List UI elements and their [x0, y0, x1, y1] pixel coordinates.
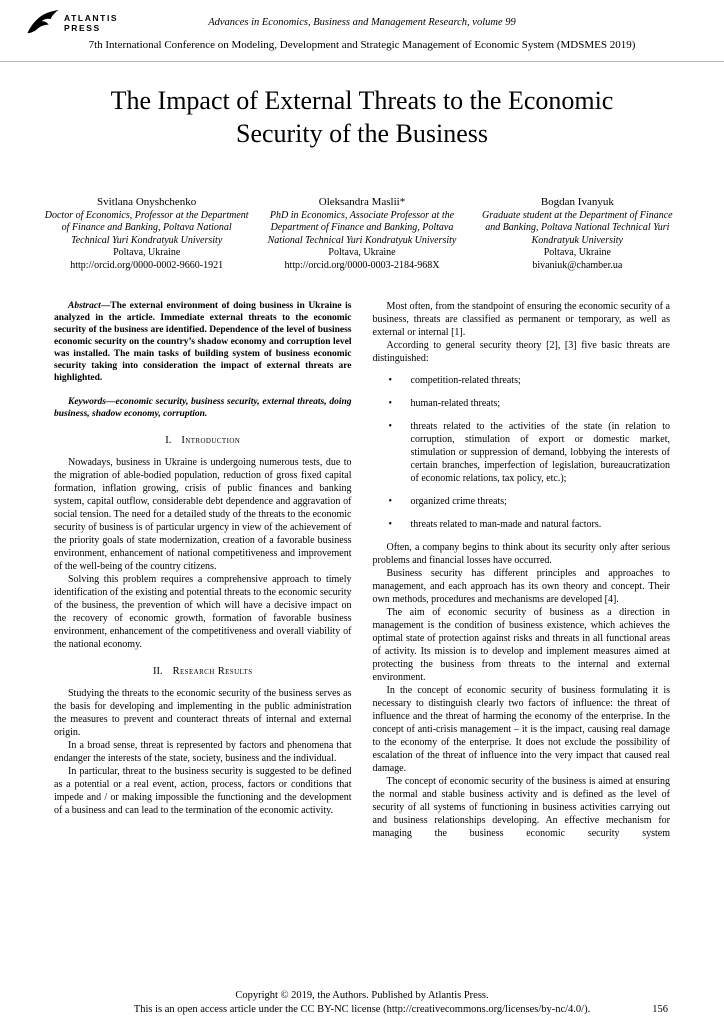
left-column [54, 300, 352, 840]
paragraph: The aim of economic security of business as a direction in management is the condition of business existence, which achieves the optimal state of protection against risks and threats in all functional areas of activity. Its mission is to develop and implement measures aimed at protecting the business from threats to the internal and external environment. [372, 607, 670, 683]
paragraph: The concept of economic security of the business is aimed at ensuring the normal and stable business activity and is defined as the level of security of all systems of functioning in business activities carrying out and business relationships developing. An effective mechanism for managing the business economic security system [372, 776, 670, 839]
author-orcid: http://orcid.org/0000-0002-9660-1921 [70, 259, 224, 271]
bullet-icon [389, 495, 411, 508]
bullet-icon [389, 374, 411, 387]
list-item [389, 495, 671, 508]
bullet-icon [389, 397, 411, 410]
author-email: bivaniuk@chamber.ua [532, 259, 623, 271]
logo-text-line1: ATLANTIS [64, 12, 119, 23]
threats-bullet-list [373, 374, 671, 531]
atlantis-bird-icon [26, 8, 60, 37]
keywords-label: Keywords [68, 397, 106, 407]
author-affiliation: Doctor of Economics, Professor at the Department of Finance and Banking, Poltava National Technical Yuri Kondratyuk University [44, 209, 249, 246]
author-affiliation: PhD in Economics, Associate Professor at the Department of Finance and Banking, Poltava National Technical Yuri Kondratyuk University [267, 209, 457, 246]
section-heading-research-results [54, 665, 352, 678]
list-item-text: threats related to the activities of the state (in relation to corruption, stimulation of export or domestic market, stimulation or suppression of demand, lobbying the interests of certain branches, imperfection of legislation, bureaucratization of economic relations, tax policy, etc.); [410, 421, 670, 484]
paragraph: In the concept of economic security of business formulating it is necessary to distinguish clearly two factors of influence: the threat of influence and the threat of harming the economy of the enterprise. In the concept of anti-crisis management – it is the impact, causing real damage to the economy of the enterprise. It does not exclude the possibility of escalation of the threat of influence into the very impact that caused real damage. [372, 685, 670, 774]
abstract-paragraph [54, 300, 352, 384]
list-item-text: human-related threats; [410, 398, 501, 409]
paragraph: Studying the threats to the economic security of the business serves as the basis for developing and implementing in the public administration the measures to prevent and counteract threats of internal and external origin. [54, 688, 352, 738]
article-body [54, 300, 670, 840]
logo-text [64, 13, 118, 33]
conference-line: 7th International Conference on Modeling, Development and Strategic Management of Economic System (MDSMES 2019) [88, 39, 636, 51]
paragraph: Business security has different principles and approaches to management, and each approach has its own theory and concept. Their own methods, procedures and mechanisms are developed [4]. [372, 568, 670, 605]
section-number: II. [152, 666, 163, 677]
bullet-icon [389, 518, 411, 531]
author-city: Poltava, Ukraine [543, 247, 611, 258]
list-item [389, 397, 671, 410]
article-title: The Impact of External Threats to the Economic Security of the Business [110, 86, 614, 148]
logo-text-line2: PRESS [64, 22, 101, 33]
paragraph: In a broad sense, threat is represented by factors and phenomena that endanger the interests of the state, society, business and the individual. [54, 740, 352, 764]
authors-row [44, 196, 680, 272]
page-number: 156 [652, 1003, 668, 1015]
keywords-paragraph [54, 396, 352, 420]
list-item-text: organized crime threats; [410, 496, 507, 507]
author-orcid: http://orcid.org/0000-0003-2184-968X [284, 259, 440, 271]
abstract-label: Abstract [68, 301, 101, 311]
abstract-text: —The external environment of doing business in Ukraine is analyzed in the article. Immediate external threats to the economic security of the business are identified. Dependence of the level of business economic security on the country’s shadow economy and corruption level was installed. The main tasks of building system of business economic security taking into consideration the impact of external threats are highlighted. [54, 301, 352, 383]
section-number: I. [165, 435, 172, 446]
author-block [44, 196, 249, 272]
paragraph: Solving this problem requires a comprehensive approach to timely identification of the existing and potential threats to the economic security of the business, the prevention of which will have a decisive impact on the recovery of economic growth, formation of favorable business environment, enhancement of the competitiveness and overall viability of the national economy. [54, 574, 352, 650]
author-name: Oleksandra Maslii* [318, 196, 406, 208]
license-line: This is an open access article under the CC BY-NC license (http://creativecommons.org/licenses/by-nc/4.0/). [133, 1003, 591, 1015]
list-item-text: threats related to man-made and natural factors. [410, 519, 602, 530]
author-block [475, 196, 680, 272]
list-item [389, 518, 671, 531]
list-item [389, 420, 671, 485]
author-block [259, 196, 464, 272]
section-heading-introduction [54, 434, 352, 447]
author-affiliation: Graduate student at the Department of Finance and Banking, Poltava National Technical Yuri Kondratyuk University [482, 209, 673, 246]
paragraph: Most often, from the standpoint of ensuring the economic security of a business, threats are classified as permanent or temporary, as well as external or internal [1]. [372, 301, 670, 338]
page-header [0, 0, 724, 62]
author-name: Svitlana Onyshchenko [97, 196, 197, 208]
author-city: Poltava, Ukraine [328, 247, 396, 258]
keywords-text: —economic security, business security, external threats, doing business, shadow economy, corruption. [54, 397, 352, 419]
list-item [389, 374, 671, 387]
author-name: Bogdan Ivanyuk [540, 196, 614, 208]
page-footer [0, 989, 724, 1016]
right-column [373, 300, 671, 840]
paragraph: Nowadays, business in Ukraine is undergoing numerous tests, due to the migration of able-bodied population, reduction of gross fixed capital formation, inflation growing, crisis of public finances and banking system, capital outflow, considerable debt dependence and aggravation of social tension. The need for a detailed study of the threats to the economic security of business is of particular urgency in view of the achievement of the priority goals of state modernization, creation of a favorable business environment, enhancement of national competitiveness and improvement of the well-being of the country citizens. [54, 457, 352, 572]
journal-line: Advances in Economics, Business and Management Research, volume 99 [208, 17, 516, 28]
paragraph: In particular, threat to the business security is suggested to be defined as a potential or a real event, action, process, factors or conditions that impede and / or making impossible the functioning and the development of a business and can lead to the termination of the economic activity. [54, 766, 352, 816]
section-title: Introduction [181, 435, 241, 446]
paragraph: Often, a company begins to think about its security only after serious problems and financial losses have occurred. [372, 542, 670, 566]
list-item-text: competition-related threats; [410, 375, 521, 386]
paragraph: According to general security theory [2], [3] five basic threats are distinguished: [372, 340, 670, 364]
author-city: Poltava, Ukraine [113, 247, 181, 258]
section-title: Research Results [172, 666, 253, 677]
bullet-icon [389, 420, 411, 485]
atlantis-press-logo [26, 8, 118, 37]
copyright-line: Copyright © 2019, the Authors. Published by Atlantis Press. [235, 990, 489, 1001]
